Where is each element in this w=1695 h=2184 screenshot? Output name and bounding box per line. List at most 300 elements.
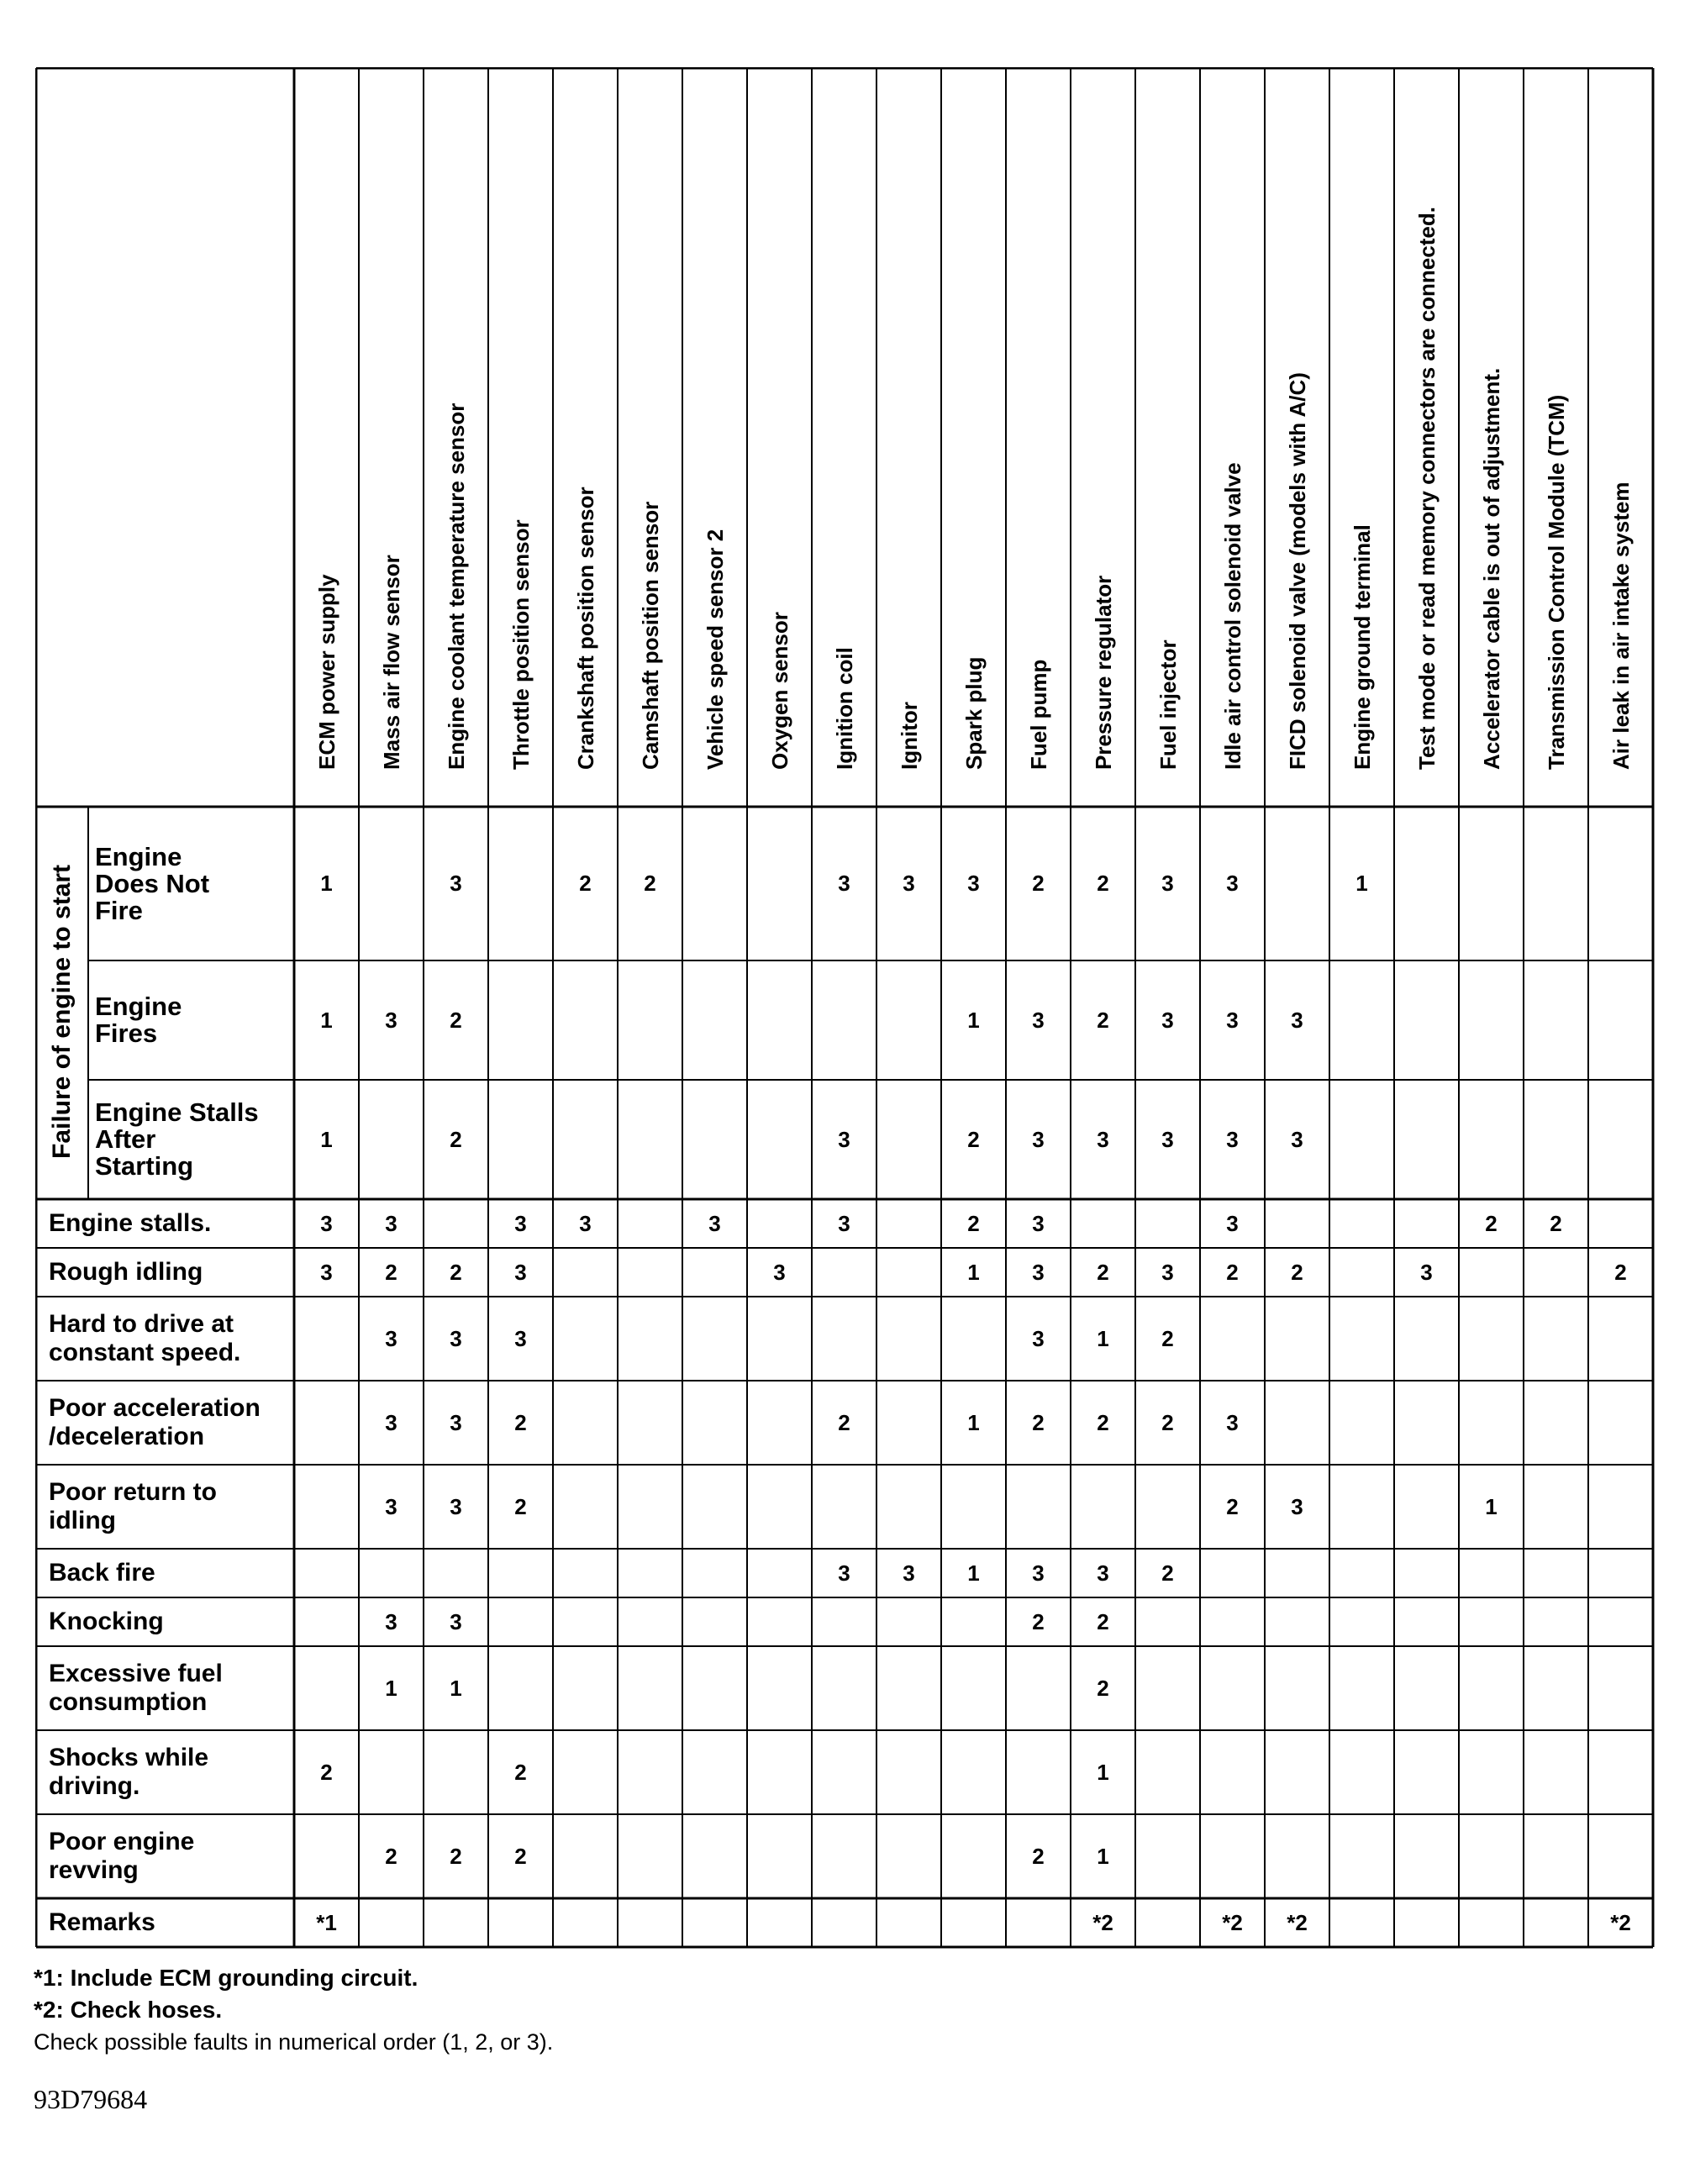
table-cell bbox=[1265, 1597, 1329, 1646]
table-cell bbox=[1524, 1465, 1588, 1549]
table-cell bbox=[359, 1898, 424, 1947]
table-cell bbox=[488, 1597, 553, 1646]
table-cell bbox=[1524, 1730, 1588, 1814]
table-cell bbox=[941, 1730, 1006, 1814]
table-cell: 1 bbox=[385, 1675, 397, 1701]
table-cell: 2 bbox=[450, 1259, 462, 1285]
table-cell: 3 bbox=[773, 1259, 786, 1285]
column-header bbox=[1394, 67, 1459, 807]
column-header-label: Pressure regulator bbox=[1090, 575, 1116, 770]
table-cell bbox=[618, 1898, 682, 1947]
table-cell: 3 bbox=[320, 1259, 333, 1285]
table-cell bbox=[1524, 807, 1588, 960]
table-cell bbox=[553, 1465, 618, 1549]
table-cell bbox=[1265, 1730, 1329, 1814]
table-cell bbox=[1329, 1646, 1394, 1730]
table-cell: 2 bbox=[579, 871, 592, 896]
table-cell bbox=[876, 1646, 941, 1730]
column-header-label: Accelerator cable is out of adjustment. bbox=[1478, 367, 1504, 770]
table-cell bbox=[1329, 1381, 1394, 1465]
table-cell: 3 bbox=[514, 1210, 527, 1236]
table-cell bbox=[618, 1080, 682, 1199]
table-cell bbox=[1329, 960, 1394, 1080]
table-cell bbox=[747, 1465, 812, 1549]
table-cell bbox=[1394, 1549, 1459, 1597]
footnote-2: *2: Check hoses. bbox=[34, 1997, 223, 2023]
table-cell: 2 bbox=[1485, 1210, 1498, 1236]
table-cell bbox=[1524, 960, 1588, 1080]
table-cell bbox=[1135, 1465, 1200, 1549]
table-cell bbox=[876, 1730, 941, 1814]
image-code: 93D79684 bbox=[34, 2084, 148, 2114]
table-cell bbox=[1394, 1465, 1459, 1549]
table-cell: 2 bbox=[1032, 1843, 1045, 1869]
table-cell: 2 bbox=[1291, 1259, 1303, 1285]
group-label-text: Failure of engine to start bbox=[47, 864, 76, 1159]
table-cell bbox=[294, 1549, 359, 1597]
table-cell: 1 bbox=[967, 1560, 980, 1586]
table-cell bbox=[747, 1814, 812, 1898]
table-cell bbox=[359, 1730, 424, 1814]
table-cell: 2 bbox=[644, 871, 656, 896]
table-cell bbox=[812, 1898, 876, 1947]
table-cell bbox=[488, 960, 553, 1080]
column-header-label: Fuel injector bbox=[1155, 639, 1181, 770]
column-header-label: Oxygen sensor bbox=[766, 612, 792, 770]
table-cell bbox=[618, 1597, 682, 1646]
table-cell: 3 bbox=[514, 1259, 527, 1285]
table-cell bbox=[359, 1080, 424, 1199]
table-cell: 3 bbox=[1097, 1126, 1109, 1152]
table-cell: 3 bbox=[514, 1325, 527, 1351]
table-cell: 2 bbox=[838, 1409, 850, 1435]
table-cell bbox=[1135, 1898, 1200, 1947]
footnote-instruction: Check possible faults in numerical order (1, 2, or 3). bbox=[34, 2029, 554, 2055]
row-label: Shocks while driving. bbox=[49, 1744, 209, 1800]
table-cell bbox=[1459, 1646, 1524, 1730]
column-header-label: Transmission Control Module (TCM) bbox=[1543, 394, 1569, 770]
table-cell bbox=[1588, 807, 1653, 960]
table-cell: 1 bbox=[1485, 1493, 1498, 1519]
table-cell bbox=[359, 807, 424, 960]
row-label: Poor engine revving bbox=[49, 1828, 195, 1884]
table-cell: 3 bbox=[1161, 1126, 1174, 1152]
table-cell bbox=[1394, 1646, 1459, 1730]
table-cell bbox=[1329, 1730, 1394, 1814]
table-cell: 3 bbox=[1032, 1259, 1045, 1285]
table-cell: 2 bbox=[1226, 1493, 1239, 1519]
table-cell bbox=[1524, 1248, 1588, 1297]
table-cell bbox=[1588, 1080, 1653, 1199]
table-cell bbox=[1459, 1248, 1524, 1297]
table-cell bbox=[1135, 1730, 1200, 1814]
column-header-label: Air leak in air intake system bbox=[1608, 482, 1634, 770]
table-cell bbox=[1135, 1199, 1200, 1248]
table-cell bbox=[488, 1080, 553, 1199]
row-label: Knocking bbox=[49, 1608, 164, 1635]
column-header-label: Crankshaft position sensor bbox=[572, 487, 598, 770]
column-header-label: Vehicle speed sensor 2 bbox=[702, 529, 728, 770]
table-cell: 1 bbox=[320, 871, 333, 896]
column-header-label: Camshaft position sensor bbox=[637, 501, 663, 770]
table-cell: 3 bbox=[1226, 1007, 1239, 1033]
table-cell bbox=[812, 1248, 876, 1297]
row-label: Remarks bbox=[49, 1908, 155, 1936]
table-cell bbox=[1329, 1080, 1394, 1199]
table-cell bbox=[1200, 1730, 1265, 1814]
table-cell: 3 bbox=[385, 1325, 397, 1351]
table-cell: 3 bbox=[579, 1210, 592, 1236]
column-header-label: Engine coolant temperature sensor bbox=[443, 403, 469, 770]
table-cell: 3 bbox=[1226, 1409, 1239, 1435]
column-header bbox=[812, 67, 876, 807]
table-cell: 1 bbox=[320, 1007, 333, 1033]
table-cell bbox=[1200, 1646, 1265, 1730]
column-header bbox=[876, 67, 941, 807]
table-cell bbox=[812, 1730, 876, 1814]
table-cell bbox=[1329, 1199, 1394, 1248]
table-cell bbox=[1588, 1597, 1653, 1646]
table-cell bbox=[1459, 1898, 1524, 1947]
table-cell: 3 bbox=[838, 1210, 850, 1236]
table-cell bbox=[1329, 1465, 1394, 1549]
diagnosis-table bbox=[35, 67, 1653, 1947]
table-cell bbox=[1588, 1730, 1653, 1814]
table-cell bbox=[682, 1080, 747, 1199]
table-cell: 2 bbox=[1097, 1675, 1109, 1701]
column-header-label: Fuel pump bbox=[1025, 659, 1051, 770]
table-cell bbox=[812, 1814, 876, 1898]
table-cell bbox=[682, 1730, 747, 1814]
table-cell: 3 bbox=[385, 1210, 397, 1236]
table-cell: 1 bbox=[967, 1409, 980, 1435]
table-cell bbox=[618, 1248, 682, 1297]
table-cell bbox=[682, 807, 747, 960]
column-header-label: Idle air control solenoid valve bbox=[1219, 462, 1245, 770]
row-label: Poor return to idling bbox=[49, 1478, 217, 1534]
table-cell bbox=[1265, 1199, 1329, 1248]
table-cell bbox=[747, 1646, 812, 1730]
table-cell bbox=[1588, 1199, 1653, 1248]
table-cell bbox=[618, 1549, 682, 1597]
table-cell: *2 bbox=[1610, 1909, 1631, 1935]
table-cell bbox=[1588, 1549, 1653, 1597]
table-cell bbox=[941, 1597, 1006, 1646]
table-cell bbox=[941, 1297, 1006, 1381]
table-cell bbox=[424, 1898, 488, 1947]
table-cell: 2 bbox=[1097, 1608, 1109, 1634]
table-cell bbox=[553, 1549, 618, 1597]
table-cell: 3 bbox=[838, 1126, 850, 1152]
table-cell: 2 bbox=[1226, 1259, 1239, 1285]
table-cell: 3 bbox=[1226, 1210, 1239, 1236]
table-cell bbox=[1006, 1898, 1071, 1947]
table-cell bbox=[682, 960, 747, 1080]
table-cell bbox=[1200, 1814, 1265, 1898]
table-cell bbox=[553, 1297, 618, 1381]
table-cell bbox=[294, 1381, 359, 1465]
column-header-label: Spark plug bbox=[961, 656, 987, 770]
table-cell bbox=[488, 807, 553, 960]
table-cell bbox=[876, 1199, 941, 1248]
table-cell bbox=[618, 1730, 682, 1814]
table-cell bbox=[1524, 1080, 1588, 1199]
table-cell bbox=[1524, 1814, 1588, 1898]
table-cell bbox=[1588, 1297, 1653, 1381]
table-cell bbox=[1459, 807, 1524, 960]
column-header-label: Ignitor bbox=[896, 702, 922, 770]
table-cell bbox=[682, 1549, 747, 1597]
table-cell: 3 bbox=[450, 1409, 462, 1435]
table-cell: 2 bbox=[1614, 1259, 1627, 1285]
table-cell bbox=[1394, 1297, 1459, 1381]
table-cell bbox=[812, 1646, 876, 1730]
row-label: Engine Fires bbox=[95, 992, 182, 1048]
column-header-label: Throttle position sensor bbox=[508, 519, 534, 770]
table-cell: 1 bbox=[1355, 871, 1368, 896]
table-cell bbox=[488, 1549, 553, 1597]
table-cell bbox=[682, 1381, 747, 1465]
table-cell bbox=[812, 1597, 876, 1646]
table-cell: 3 bbox=[1161, 871, 1174, 896]
table-cell: 3 bbox=[385, 1493, 397, 1519]
column-header bbox=[1135, 67, 1200, 807]
table-cell bbox=[1588, 1381, 1653, 1465]
table-cell bbox=[553, 1381, 618, 1465]
table-cell bbox=[747, 1080, 812, 1199]
table-cell bbox=[941, 1898, 1006, 1947]
table-cell bbox=[618, 1814, 682, 1898]
column-header bbox=[1265, 67, 1329, 807]
table-cell bbox=[294, 1646, 359, 1730]
table-cell: *1 bbox=[316, 1909, 337, 1935]
table-cell bbox=[747, 1898, 812, 1947]
table-cell bbox=[1459, 1381, 1524, 1465]
table-cell bbox=[1200, 1549, 1265, 1597]
table-cell bbox=[1394, 1597, 1459, 1646]
table-cell bbox=[553, 1248, 618, 1297]
table-cell bbox=[424, 1549, 488, 1597]
table-cell bbox=[424, 1730, 488, 1814]
table-cell bbox=[294, 1814, 359, 1898]
table-cell bbox=[294, 1597, 359, 1646]
table-cell bbox=[876, 1080, 941, 1199]
table-cell: 1 bbox=[967, 1259, 980, 1285]
table-cell bbox=[294, 1465, 359, 1549]
table-cell bbox=[1006, 1730, 1071, 1814]
table-cell: 3 bbox=[1161, 1259, 1174, 1285]
table-cell bbox=[1265, 807, 1329, 960]
table-cell: *2 bbox=[1287, 1909, 1308, 1935]
table-cell: 1 bbox=[967, 1007, 980, 1033]
table-cell bbox=[618, 1297, 682, 1381]
table-cell bbox=[1265, 1549, 1329, 1597]
table-cell: 3 bbox=[708, 1210, 721, 1236]
table-cell bbox=[553, 1646, 618, 1730]
table-cell: 3 bbox=[1420, 1259, 1433, 1285]
table-cell: 3 bbox=[385, 1007, 397, 1033]
column-header bbox=[682, 67, 747, 807]
table-cell: 3 bbox=[450, 1325, 462, 1351]
table-cell: 3 bbox=[903, 871, 915, 896]
table-cell: 3 bbox=[838, 1560, 850, 1586]
table-cell: 3 bbox=[967, 871, 980, 896]
table-cell: 3 bbox=[1032, 1210, 1045, 1236]
table-cell: 2 bbox=[514, 1409, 527, 1435]
table-cell bbox=[941, 1465, 1006, 1549]
table-cell: 3 bbox=[385, 1608, 397, 1634]
table-cell bbox=[876, 1248, 941, 1297]
table-cell bbox=[812, 1465, 876, 1549]
table-cell: 1 bbox=[1097, 1843, 1109, 1869]
table-cell bbox=[1135, 1814, 1200, 1898]
table-cell bbox=[747, 960, 812, 1080]
table-cell: 2 bbox=[514, 1759, 527, 1785]
table-cell bbox=[876, 960, 941, 1080]
table-cell: 3 bbox=[1032, 1325, 1045, 1351]
table-cell bbox=[876, 1898, 941, 1947]
table-cell bbox=[1394, 960, 1459, 1080]
table-cell: 3 bbox=[1291, 1126, 1303, 1152]
group-label bbox=[35, 807, 88, 1199]
table-cell: 2 bbox=[1097, 1259, 1109, 1285]
column-header bbox=[1329, 67, 1394, 807]
table-cell: 2 bbox=[385, 1843, 397, 1869]
table-cell bbox=[1394, 1814, 1459, 1898]
table-cell: 2 bbox=[450, 1843, 462, 1869]
table-cell bbox=[1524, 1297, 1588, 1381]
table-cell: 2 bbox=[1032, 1409, 1045, 1435]
table-cell: 1 bbox=[450, 1675, 462, 1701]
table-cell bbox=[1394, 1730, 1459, 1814]
column-header bbox=[1200, 67, 1265, 807]
table-cell bbox=[1394, 1381, 1459, 1465]
table-cell: 2 bbox=[967, 1126, 980, 1152]
table-cell bbox=[1135, 1597, 1200, 1646]
table-cell bbox=[1071, 1465, 1135, 1549]
table-cell bbox=[1329, 1297, 1394, 1381]
table-cell: 2 bbox=[1032, 1608, 1045, 1634]
table-cell bbox=[553, 1080, 618, 1199]
table-cell: 3 bbox=[1032, 1126, 1045, 1152]
table-cell bbox=[618, 960, 682, 1080]
table-cell: 3 bbox=[1032, 1007, 1045, 1033]
table-cell bbox=[1459, 1814, 1524, 1898]
column-header bbox=[1071, 67, 1135, 807]
table-cell bbox=[359, 1549, 424, 1597]
table-cell bbox=[1588, 1814, 1653, 1898]
table-cell: 2 bbox=[450, 1126, 462, 1152]
table-cell bbox=[1524, 1381, 1588, 1465]
column-header bbox=[1524, 67, 1588, 807]
table-cell bbox=[682, 1297, 747, 1381]
column-header bbox=[747, 67, 812, 807]
table-cell: 3 bbox=[838, 871, 850, 896]
table-cell bbox=[682, 1646, 747, 1730]
table-cell bbox=[1394, 1898, 1459, 1947]
row-label: Poor acceleration /deceleration bbox=[49, 1394, 261, 1450]
table-cell bbox=[747, 1597, 812, 1646]
table-cell bbox=[876, 1597, 941, 1646]
table-cell bbox=[876, 1465, 941, 1549]
row-label: Excessive fuel consumption bbox=[49, 1660, 223, 1716]
table-cell bbox=[1459, 960, 1524, 1080]
table-cell bbox=[1588, 1465, 1653, 1549]
table-cell: 2 bbox=[514, 1493, 527, 1519]
table-cell bbox=[876, 1814, 941, 1898]
table-cell bbox=[1588, 960, 1653, 1080]
table-cell bbox=[1394, 807, 1459, 960]
table-cell: 2 bbox=[514, 1843, 527, 1869]
table-cell bbox=[1071, 1199, 1135, 1248]
table-cell bbox=[1265, 1646, 1329, 1730]
column-header bbox=[618, 67, 682, 807]
column-header bbox=[424, 67, 488, 807]
table-cell: 2 bbox=[967, 1210, 980, 1236]
table-cell: 1 bbox=[1097, 1325, 1109, 1351]
table-cell bbox=[812, 1297, 876, 1381]
table-cell bbox=[747, 1549, 812, 1597]
table-cell bbox=[553, 1597, 618, 1646]
table-cell bbox=[682, 1597, 747, 1646]
table-cell bbox=[1135, 1646, 1200, 1730]
table-cell bbox=[812, 960, 876, 1080]
table-cell bbox=[1459, 1549, 1524, 1597]
table-cell: 3 bbox=[385, 1409, 397, 1435]
table-cell bbox=[682, 1898, 747, 1947]
column-header-label: Test mode or read memory connectors are connected. bbox=[1413, 207, 1440, 770]
table-cell bbox=[618, 1199, 682, 1248]
column-header-label: Mass air flow sensor bbox=[378, 555, 404, 770]
table-cell bbox=[294, 1297, 359, 1381]
table-cell bbox=[424, 1199, 488, 1248]
row-label: Rough idling bbox=[49, 1258, 203, 1286]
table-cell bbox=[618, 1381, 682, 1465]
table-cell: 3 bbox=[903, 1560, 915, 1586]
table-cell bbox=[1329, 1898, 1394, 1947]
table-cell bbox=[1200, 1597, 1265, 1646]
column-header-label: ECM power supply bbox=[313, 574, 340, 770]
table-cell bbox=[553, 1814, 618, 1898]
table-cell bbox=[1006, 1646, 1071, 1730]
row-label: Engine Stalls After Starting bbox=[95, 1097, 259, 1181]
column-header-label: Engine ground terminal bbox=[1349, 524, 1375, 770]
table-cell bbox=[1329, 1814, 1394, 1898]
table-cell bbox=[876, 1297, 941, 1381]
table-cell bbox=[488, 1646, 553, 1730]
table-cell bbox=[876, 1381, 941, 1465]
row-label: Back fire bbox=[49, 1559, 155, 1587]
table-cell bbox=[1329, 1597, 1394, 1646]
table-cell: 3 bbox=[450, 1608, 462, 1634]
table-cell: 3 bbox=[1097, 1560, 1109, 1586]
table-cell: 2 bbox=[1097, 1007, 1109, 1033]
table-cell bbox=[747, 1199, 812, 1248]
table-cell bbox=[1200, 1297, 1265, 1381]
table-cell bbox=[1006, 1465, 1071, 1549]
table-cell bbox=[1459, 1730, 1524, 1814]
table-cell: 2 bbox=[1097, 1409, 1109, 1435]
column-header-label: FICD solenoid valve (models with A/C) bbox=[1284, 372, 1310, 770]
row-label: Engine Does Not Fire bbox=[95, 841, 210, 925]
table-cell: 2 bbox=[1161, 1560, 1174, 1586]
table-cell: *2 bbox=[1222, 1909, 1243, 1935]
table-cell bbox=[941, 1814, 1006, 1898]
table-cell bbox=[553, 1730, 618, 1814]
column-header bbox=[359, 67, 424, 807]
table-cell bbox=[1524, 1549, 1588, 1597]
table-cell bbox=[682, 1814, 747, 1898]
